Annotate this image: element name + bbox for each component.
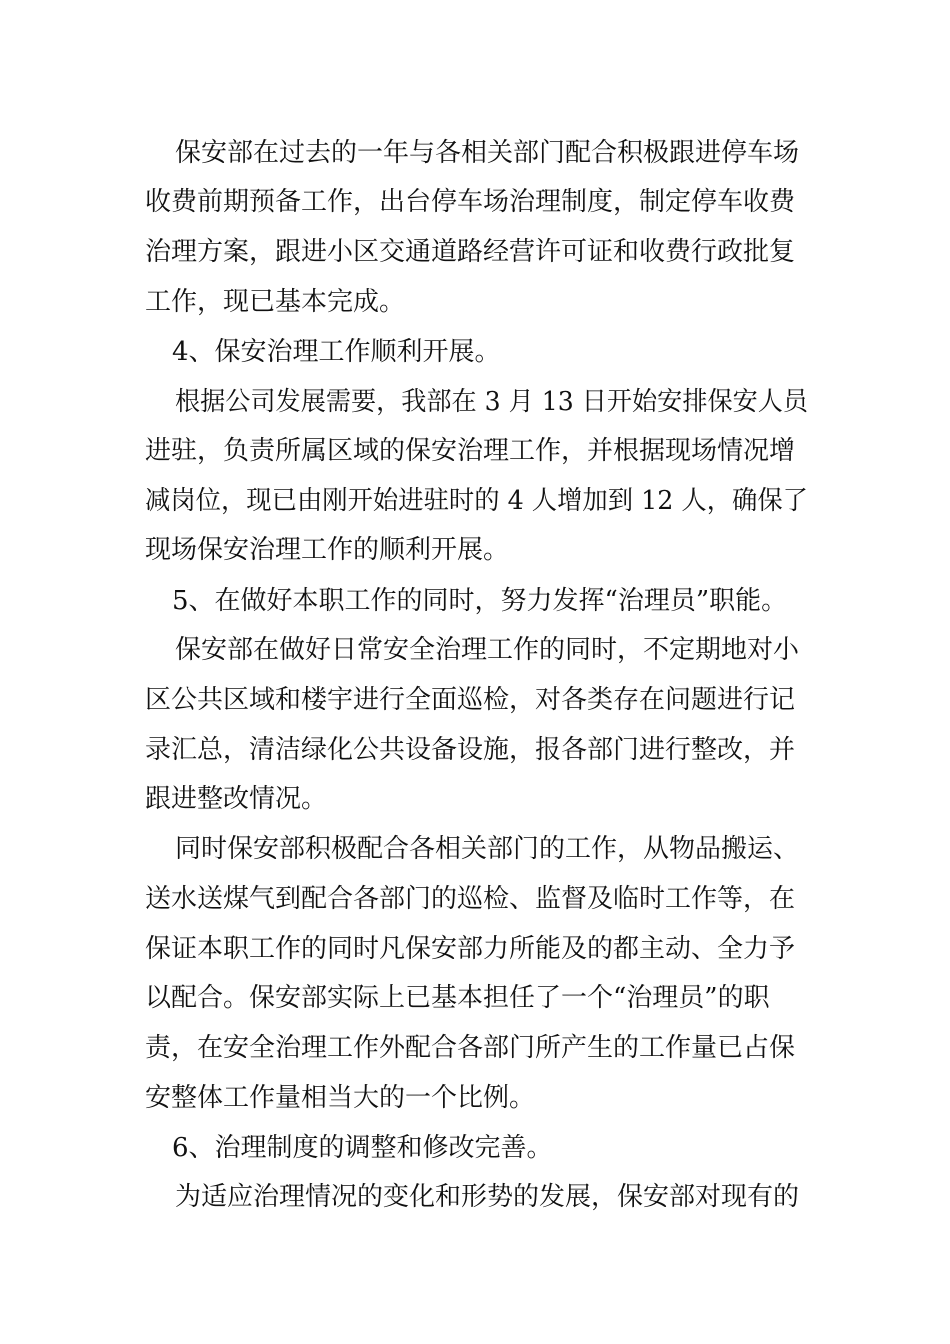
text-line: 工作，现已基本完成。 [145, 287, 406, 317]
text-line: 为适应治理情况的变化和形势的发展，保安部对现有的 [175, 1182, 800, 1212]
text-line: 保安部在做好日常安全治理工作的同时，不定期地对小 [175, 635, 800, 665]
text-line: 减岗位，现已由刚开始进驻时的 4 人增加到 12 人，确保了 [145, 486, 808, 516]
text-line: 录汇总，清洁绿化公共设备设施，报各部门进行整改，并 [145, 735, 796, 765]
text-line: 责，在安全治理工作外配合各部门所产生的工作量已占保 [145, 1033, 796, 1063]
text-line: 跟进整改情况。 [145, 784, 328, 814]
text-line: 保安部在过去的一年与各相关部门配合积极跟进停车场 [175, 138, 800, 168]
text-line: 治理方案，跟进小区交通道路经营许可证和收费行政批复 [145, 237, 796, 267]
text-line: 收费前期预备工作，出台停车场治理制度，制定停车收费 [145, 187, 796, 217]
section-heading: 6、治理制度的调整和修改完善。 [172, 1133, 553, 1163]
text-line: 以配合。保安部实际上已基本担任了一个“治理员”的职 [145, 983, 770, 1013]
text-line: 现场保安治理工作的顺利开展。 [145, 535, 510, 565]
text-line: 保证本职工作的同时凡保安部力所能及的都主动、全力予 [145, 934, 796, 964]
text-line: 送水送煤气到配合各部门的巡检、监督及临时工作等，在 [145, 884, 796, 914]
text-line: 同时保安部积极配合各相关部门的工作，从物品搬运、 [175, 834, 800, 864]
text-line: 区公共区域和楼宇进行全面巡检，对各类存在问题进行记 [145, 685, 796, 715]
text-line: 安整体工作量相当大的一个比例。 [145, 1083, 536, 1113]
section-heading: 5、在做好本职工作的同时，努力发挥“治理员”职能。 [172, 586, 788, 616]
text-line: 根据公司发展需要，我部在 3 月 13 日开始安排保安人员 [175, 387, 809, 417]
section-heading: 4、保安治理工作顺利开展。 [172, 337, 501, 367]
text-line: 进驻，负责所属区域的保安治理工作，并根据现场情况增 [145, 436, 796, 466]
